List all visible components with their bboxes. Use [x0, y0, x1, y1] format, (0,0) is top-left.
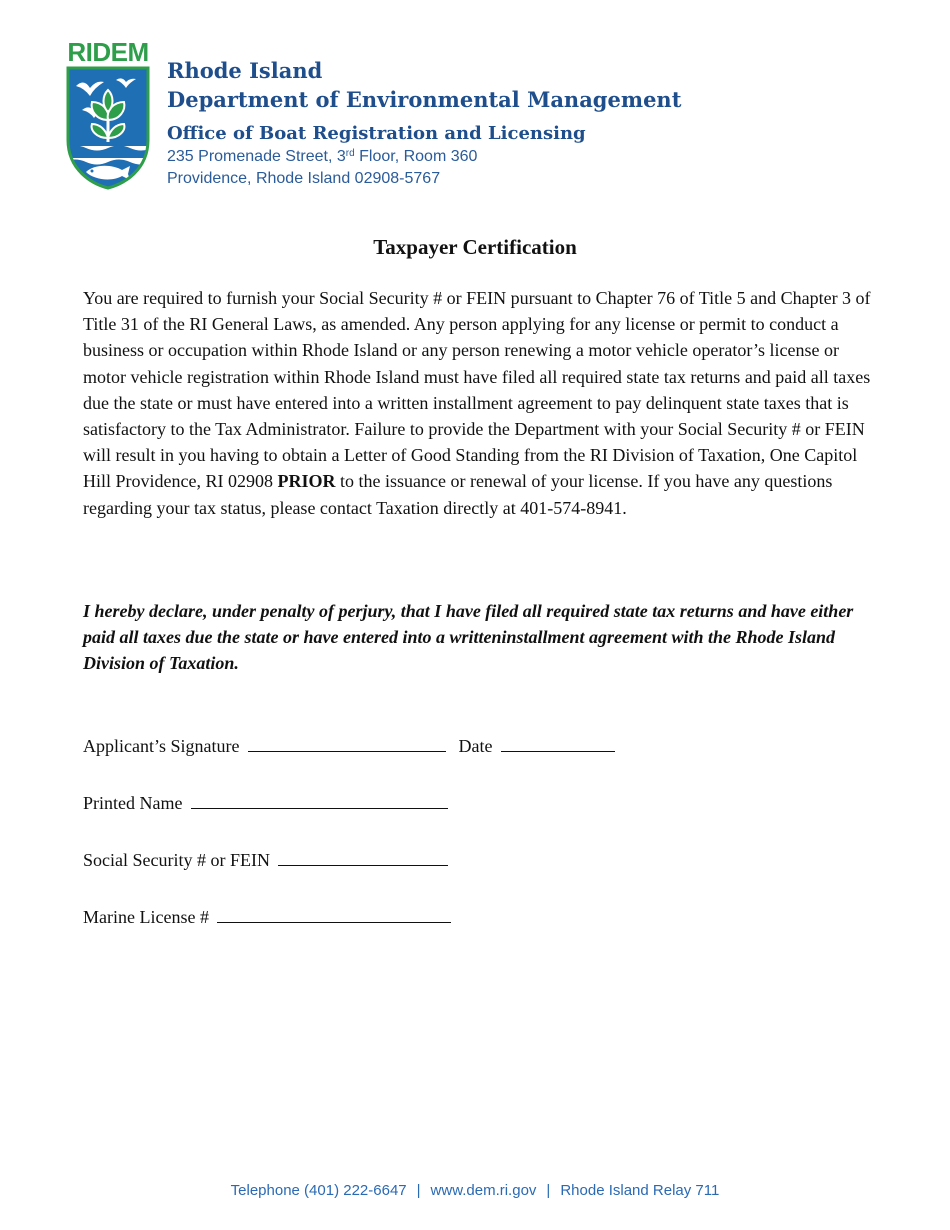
printed-name-row: [83, 791, 448, 815]
body-text-before: You are required to furnish your Social Security # or FEIN pursuant to Chapter 76 of Title 5 and Chapter 3 of Title 31 of the RI General Laws, as amended. Any person applying for any license or permit to conduct a business or occupation within Rhode Island or any person renewing a motor vehicle operator’s license or motor vehicle registration within Rhode Island must have filed all required state tax returns and paid all taxes due the state or must have entered into a written installment agreement to pay delinquent state taxes that is satisfactory to the Tax Administrator. Failure to provide the Department with your Social Security # or FEIN will result in you having to obtain a Letter of Good Standing from the RI Division of Taxation, One Capitol Hill Providence, RI 02908: [83, 288, 871, 492]
date-label: Date: [458, 736, 493, 756]
footer-separator: |: [416, 1182, 421, 1199]
printed-name-label: Printed Name: [83, 793, 183, 813]
city-address: Providence, Rhode Island 02908-5767: [167, 170, 441, 187]
agency-header: [167, 56, 681, 190]
footer-web[interactable]: www.dem.ri.gov: [430, 1182, 537, 1199]
declaration: I hereby declare, under penalty of perjury, that I have filed all required state tax returns and have either paid all taxes due the state or have entered into a writteninstallment agreement with the Rhode Island Division of Taxation.: [83, 601, 854, 674]
license-line[interactable]: [217, 906, 451, 923]
body-text-after: to the issuance or renewal of your license. If you have any questions regarding your tax status, please contact Taxation directly at 401-574-8941.: [83, 471, 833, 518]
license-row: [83, 905, 451, 929]
date-line[interactable]: [501, 735, 615, 752]
footer-separator: |: [546, 1182, 551, 1199]
street-address: [167, 146, 681, 168]
footer-relay: Rhode Island Relay 711: [560, 1182, 720, 1199]
address-sup: rd: [345, 148, 355, 159]
signature-line[interactable]: [248, 735, 446, 752]
ssn-label: Social Security # or FEIN: [83, 850, 270, 870]
footer: [0, 1182, 950, 1199]
body-paragraph: [83, 285, 873, 521]
address-suffix: Floor, Room 360: [354, 148, 478, 165]
signature-row: [83, 734, 615, 758]
printed-name-line[interactable]: [191, 792, 448, 809]
logo-text: RIDEM: [67, 37, 149, 67]
footer-phone: Telephone (401) 222-6647: [230, 1182, 407, 1199]
body-bold-prior: PRIOR: [277, 471, 336, 492]
signature-label: Applicant’s Signature: [83, 736, 240, 756]
ridem-logo: [62, 38, 154, 192]
address-prefix: 235 Promenade Street, 3: [167, 148, 346, 165]
department-name: Department of Environmental Management: [167, 87, 682, 112]
page-title: Taxpayer Certification: [373, 235, 577, 259]
state-name: Rhode Island: [167, 58, 323, 83]
ssn-line[interactable]: [278, 849, 448, 866]
office-name: Office of Boat Registration and Licensing: [167, 123, 586, 144]
ssn-row: [83, 848, 448, 872]
logo-shield-icon: [64, 66, 152, 190]
license-label: Marine License #: [83, 907, 209, 927]
